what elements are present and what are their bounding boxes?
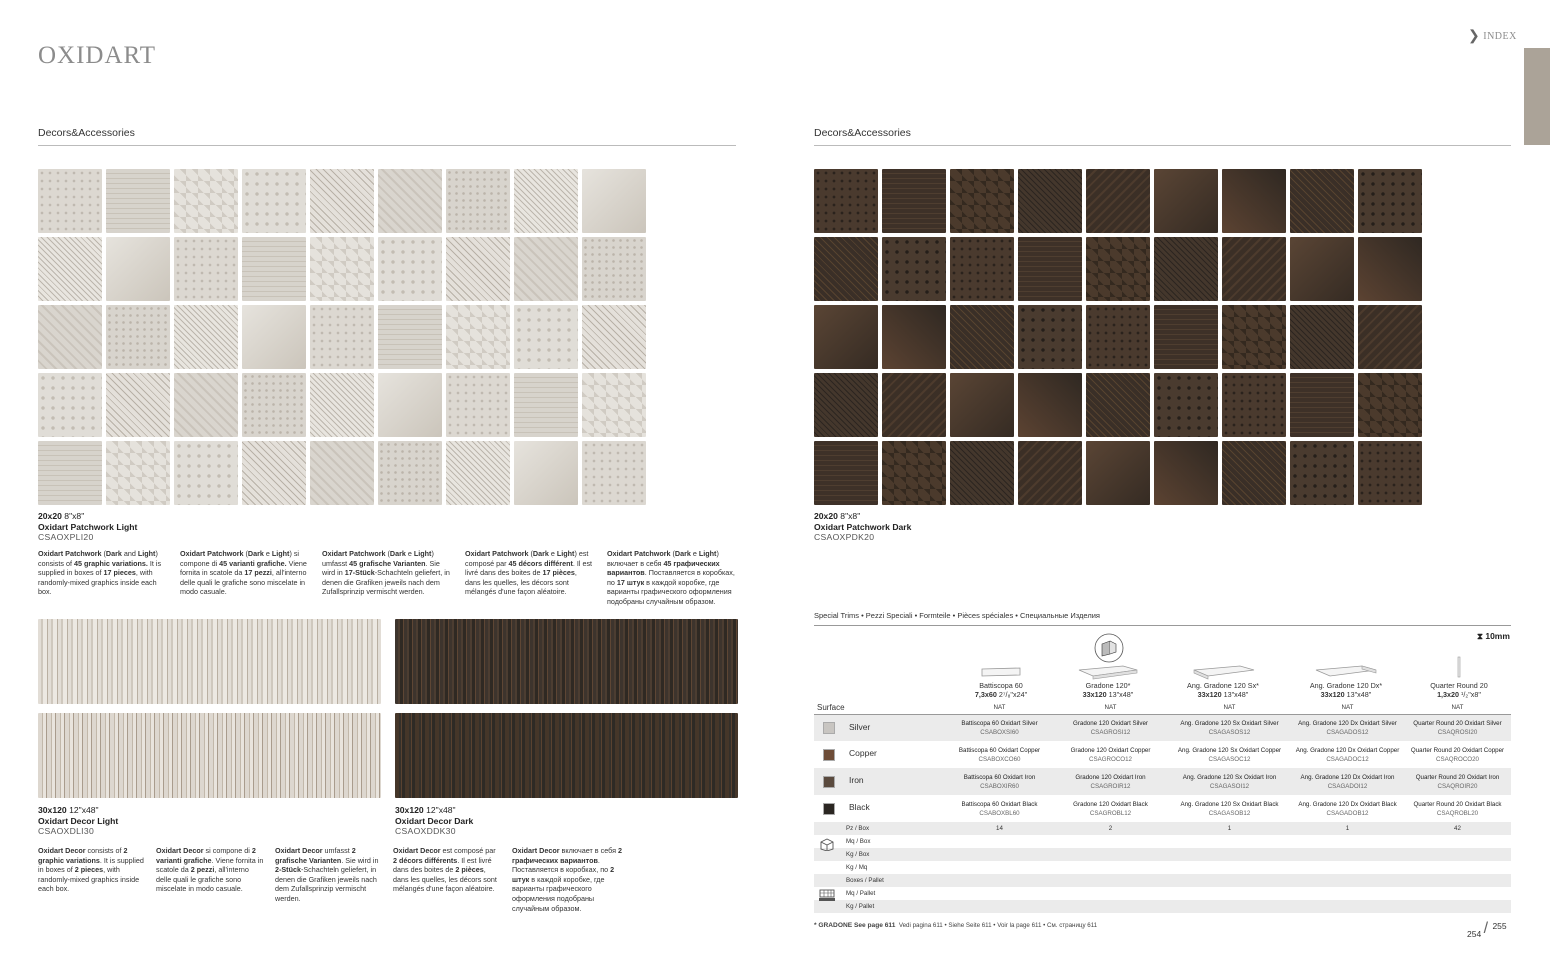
trim-product-cell: Battiscopa 60 Oxidart Copper CSABOXCO60 <box>958 746 1041 763</box>
patchwork-dark-tile <box>882 373 946 437</box>
color-row-label <box>814 741 946 768</box>
patchwork-dark-tile <box>1358 169 1422 233</box>
patchwork-dark-tile <box>1018 305 1082 369</box>
page-right: 255 <box>1492 921 1507 931</box>
packing-value: 2 <box>1108 825 1113 832</box>
packing-value <box>1291 835 1404 848</box>
patchwork-light-tile <box>446 169 510 233</box>
packing-value <box>946 861 1053 874</box>
left-section-rule <box>38 145 736 146</box>
trim-product-cell: Ang. Gradone 120 Sx Oxidart Copper CSAGASOC12 <box>1177 746 1282 763</box>
decor-desc-en: Oxidart Decor consists of 2 graphic variations. It is supplied in boxes of 2 pieces, with randomly-mixed graphics inside each box. <box>38 846 144 894</box>
patchwork-light-tile <box>378 373 442 437</box>
packing-value <box>1168 900 1291 913</box>
box-icon <box>819 838 835 851</box>
patchwork-dark-tile <box>882 169 946 233</box>
patchwork-dark-tile <box>1358 373 1422 437</box>
color-name: Copper <box>849 748 877 759</box>
trim-product-cell: Ang. Gradone 120 Dx Oxidart Silver CSAGADOS12 <box>1298 719 1397 736</box>
patchwork-light-tile <box>446 373 510 437</box>
patchwork-dark-tile <box>1154 237 1218 301</box>
patchwork-light-tile <box>582 169 646 233</box>
left-section-title: Decors&Accessories <box>38 127 135 139</box>
patchwork-dark-name: Oxidart Patchwork Dark <box>814 521 912 532</box>
ang-gradone-sx-drawing <box>1192 664 1256 680</box>
patchwork-light-tile <box>514 237 578 301</box>
patchwork-dark-tile <box>950 305 1014 369</box>
patchwork-light-tile <box>446 441 510 505</box>
patchwork-dark-tile <box>1154 441 1218 505</box>
surface-value: NAT <box>1341 704 1354 712</box>
right-section-rule <box>814 145 1511 146</box>
color-swatch <box>823 776 835 788</box>
surface-label: Surface <box>817 703 845 713</box>
packing-value <box>1053 887 1168 900</box>
packing-value <box>1053 848 1168 861</box>
packing-value <box>1291 900 1404 913</box>
packing-value <box>946 887 1053 900</box>
patchwork-dark-tile <box>1358 237 1422 301</box>
page-left: 254 <box>1467 929 1482 939</box>
trim-name: Ang. Gradone 120 Dx* <box>1309 681 1383 690</box>
packing-value <box>1291 874 1404 887</box>
trim-product-cell: Ang. Gradone 120 Dx Oxidart Iron CSAGADOI12 <box>1300 773 1395 790</box>
patchwork-dark-tile <box>1018 237 1082 301</box>
patchwork-light-tile <box>378 237 442 301</box>
patchwork-dark-tile <box>950 441 1014 505</box>
decor-light-caption <box>38 805 118 837</box>
trims-heading: Special Trims • Pezzi Speciali • Formteile • Pièces spéciales • Специальные Изделия <box>814 611 1100 620</box>
trim-product-cell: Quarter Round 20 Oxidart Silver CSAQROSI20 <box>1413 719 1502 736</box>
patchwork-dark-tile <box>814 373 878 437</box>
patchwork-light-tile <box>174 305 238 369</box>
color-swatch <box>823 803 835 815</box>
patchwork-dark-size: 20x20 8"x8" <box>814 511 861 521</box>
patchwork-dark-tile <box>950 237 1014 301</box>
trims-rule <box>814 625 1511 626</box>
decor-dark-size: 30x120 12"x48" <box>395 805 456 815</box>
trims-table <box>814 702 1511 913</box>
patchwork-dark-tile <box>1154 373 1218 437</box>
trim-product-cell: Gradone 120 Oxidart Black CSAGROBL12 <box>1073 800 1148 817</box>
gradone-detail-icon <box>1093 632 1125 664</box>
surface-value: NAT <box>993 704 1006 712</box>
patchwork-dark-tile <box>1290 305 1354 369</box>
color-row-label <box>814 768 946 795</box>
patchwork-dark-tile <box>1154 305 1218 369</box>
packing-value <box>1168 874 1291 887</box>
decor-desc-ru: Oxidart Decor включает в себя 2 графических вариантов. Поставляется в коробках, по 2 штук в каждой коробке, где варианты графического оформления подобраны случайным образом. <box>512 846 622 913</box>
patchwork-dark-tile <box>814 305 878 369</box>
patchwork-dark-tile <box>1222 169 1286 233</box>
packing-label: Boxes / Pallet <box>846 877 884 884</box>
patchwork-light-tile <box>310 441 374 505</box>
packing-value: 1 <box>1345 825 1350 832</box>
battiscopa-drawing <box>980 666 1022 678</box>
patchwork-dark-tile <box>950 373 1014 437</box>
thickness-icon: ⧗ <box>1477 631 1483 641</box>
trim-column-header <box>1053 682 1163 700</box>
patchwork-dark-tile <box>1222 373 1286 437</box>
decor-light-name: Oxidart Decor Light <box>38 815 119 826</box>
patchwork-light-tile <box>242 373 306 437</box>
trim-product-cell: Ang. Gradone 120 Dx Oxidart Copper CSAGADOC12 <box>1295 746 1400 763</box>
patchwork-light-tile <box>38 169 102 233</box>
thickness-indicator: ⧗ 10mm <box>1477 631 1510 641</box>
patchwork-light-tile <box>446 305 510 369</box>
patchwork-light-tile <box>106 373 170 437</box>
trim-dimension: 33x120 13"x48" <box>1197 689 1249 699</box>
decor-light-strip-1 <box>38 619 381 704</box>
packing-label: Mq / Pallet <box>846 890 876 897</box>
patchwork-light-tile <box>174 169 238 233</box>
patchwork-light-tile <box>514 305 578 369</box>
patchwork-light-name: Oxidart Patchwork Light <box>38 521 138 532</box>
surface-value: NAT <box>1223 704 1236 712</box>
patchwork-light-tile <box>582 373 646 437</box>
patchwork-dark-tile <box>1222 305 1286 369</box>
packing-value <box>1404 848 1511 861</box>
packing-value <box>1404 874 1511 887</box>
patchwork-light-tile <box>38 441 102 505</box>
color-name: Silver <box>849 721 871 732</box>
patchwork-light-size: 20x20 8"x8" <box>38 511 85 521</box>
patchwork-dark-tile <box>1222 237 1286 301</box>
packing-value <box>1053 874 1168 887</box>
patchwork-light-tile <box>582 305 646 369</box>
patchwork-dark-tile <box>1358 305 1422 369</box>
packing-value <box>946 835 1053 848</box>
packing-value <box>1168 861 1291 874</box>
decor-desc-de: Oxidart Decor umfasst 2 grafische Varianten. Sie wird in 2-Stück-Schachteln geliefert, in denen die Grafiken jeweils nach dem Zufallsprinzip vermischt werden. <box>275 846 379 903</box>
patchwork-light-tile <box>106 441 170 505</box>
trim-column-header <box>1404 682 1514 700</box>
packing-value: 42 <box>1454 825 1461 832</box>
patchwork-light-tile <box>514 373 578 437</box>
patchwork-dark-tile <box>1290 237 1354 301</box>
patchwork-light-tile <box>106 305 170 369</box>
surface-value: NAT <box>1104 704 1117 712</box>
packing-value <box>1291 887 1404 900</box>
trim-product-cell: Ang. Gradone 120 Sx Oxidart Black CSAGASOB12 <box>1180 800 1279 817</box>
patchwork-dark-tile <box>1018 169 1082 233</box>
patchwork-dark-tile <box>1290 169 1354 233</box>
patchwork-desc-ru: Oxidart Patchwork (Dark e Light) включает в себя 45 графических вариантов. Поставляется в коробках, по 17 штук в каждой коробке, где варианты графического оформления подобраны случайным образом. <box>607 549 735 606</box>
patchwork-light-caption <box>38 511 137 543</box>
color-name: Iron <box>849 775 864 786</box>
patchwork-light-tile <box>106 237 170 301</box>
patchwork-light-tile <box>242 441 306 505</box>
packing-value: 1 <box>1227 825 1232 832</box>
decor-dark-caption <box>395 805 473 837</box>
patchwork-light-tile <box>174 237 238 301</box>
brand-title: OXIDART <box>38 42 156 69</box>
patchwork-light-tile <box>378 305 442 369</box>
trim-name: Gradone 120* <box>1085 681 1131 690</box>
decor-light-strip-2 <box>38 713 381 798</box>
packing-value <box>946 848 1053 861</box>
trim-product-cell: Quarter Round 20 Oxidart Copper CSAQROCO20 <box>1410 746 1505 763</box>
patchwork-dark-tile <box>1086 237 1150 301</box>
patchwork-dark-tile <box>1154 169 1218 233</box>
packing-value <box>1404 900 1511 913</box>
quarter-round-drawing <box>1456 656 1462 678</box>
trim-product-cell: Battiscopa 60 Oxidart Black CSABOXBL60 <box>961 800 1038 817</box>
color-swatch <box>823 722 835 734</box>
patchwork-light-tile <box>310 169 374 233</box>
patchwork-dark-tile <box>1086 305 1150 369</box>
packing-value <box>1168 848 1291 861</box>
patchwork-dark-code: CSAOXPDK20 <box>814 532 875 543</box>
pallet-icon <box>818 888 836 902</box>
patchwork-light-tile <box>514 169 578 233</box>
color-row-label <box>814 714 946 741</box>
decor-desc-fr: Oxidart Decor est composé par 2 décors différents. Il est livré dans des boites de 2 pièces, dans les quelles, les décors sont mélangés d'une façon aléatoire. <box>393 846 497 894</box>
patchwork-desc-it: Oxidart Patchwork (Dark e Light) si compone di 45 varianti grafiche. Viene fornita in scatole da 17 pezzi, all'interno delle quali le grafiche sono miscelate in modo casuale. <box>180 549 307 597</box>
patchwork-light-tile <box>174 373 238 437</box>
trim-name: Battiscopa 60 <box>979 681 1023 690</box>
patchwork-dark-tile <box>1222 441 1286 505</box>
packing-label: Kg / Pallet <box>846 903 875 910</box>
patchwork-dark-tile <box>950 169 1014 233</box>
packing-value <box>1053 861 1168 874</box>
packing-value <box>946 874 1053 887</box>
patchwork-light-code: CSAOXPLI20 <box>38 532 94 543</box>
patchwork-dark-tile <box>882 305 946 369</box>
page-numbers: 254 / 255 <box>1467 920 1507 939</box>
trim-dimension: 33x120 13"x48" <box>1320 689 1372 699</box>
patchwork-light-tile <box>582 441 646 505</box>
decor-dark-strip-1 <box>395 619 738 704</box>
color-name: Black <box>849 802 870 813</box>
patchwork-dark-tile <box>814 237 878 301</box>
trim-column-header <box>946 682 1056 700</box>
patchwork-light-tile <box>242 305 306 369</box>
surface-value: NAT <box>1451 704 1464 712</box>
trim-product-cell: Ang. Gradone 120 Sx Oxidart Iron CSAGASOI12 <box>1182 773 1277 790</box>
patchwork-dark-tile <box>1018 441 1082 505</box>
packing-value <box>1053 900 1168 913</box>
packing-label: Mq / Box <box>846 838 871 845</box>
packing-label: Kg / Box <box>846 851 870 858</box>
patchwork-dark-caption <box>814 511 911 543</box>
trim-dimension: 1,3x20 ¹/₂"x8" <box>1437 689 1481 699</box>
patchwork-dark-tile <box>1086 441 1150 505</box>
patchwork-dark-tile <box>814 169 878 233</box>
packing-value <box>1291 861 1404 874</box>
trim-column-header <box>1168 682 1278 700</box>
patchwork-light-tile <box>310 373 374 437</box>
patchwork-light-tile <box>38 373 102 437</box>
decor-dark-strip-2 <box>395 713 738 798</box>
patchwork-light-tile <box>310 237 374 301</box>
decor-light-size: 30x120 12"x48" <box>38 805 99 815</box>
trim-product-cell: Gradone 120 Oxidart Silver CSAGROSI12 <box>1073 719 1148 736</box>
decor-dark-code: CSAOXDDK30 <box>395 826 456 837</box>
packing-value <box>1168 835 1291 848</box>
trim-product-cell: Quarter Round 20 Oxidart Iron CSAQROIR20 <box>1415 773 1500 790</box>
patchwork-light-tile <box>378 441 442 505</box>
packing-value <box>946 900 1053 913</box>
trim-product-cell: Battiscopa 60 Oxidart Silver CSABOXSI60 <box>961 719 1038 736</box>
chapter-tab[interactable] <box>1524 48 1550 145</box>
patchwork-dark-tile <box>1358 441 1422 505</box>
trim-column-header <box>1291 682 1401 700</box>
patchwork-dark-tile <box>1086 169 1150 233</box>
packing-value <box>1404 861 1511 874</box>
packing-value <box>1291 848 1404 861</box>
patchwork-light-tile <box>106 169 170 233</box>
trim-product-cell: Gradone 120 Oxidart Iron CSAGROIR12 <box>1075 773 1146 790</box>
patchwork-dark-tile <box>882 441 946 505</box>
packing-value <box>1053 835 1168 848</box>
trim-product-cell: Ang. Gradone 120 Sx Oxidart Silver CSAGASOS12 <box>1180 719 1279 736</box>
patchwork-dark-tile <box>1086 373 1150 437</box>
patchwork-dark-tile <box>1290 441 1354 505</box>
patchwork-light-tile <box>38 237 102 301</box>
footnote: * GRADONE See page 611 Vedi pagina 611 • Siehe Seite 611 • Voir la page 611 • См. страницу 611 <box>814 922 1098 929</box>
packing-value: 14 <box>996 825 1003 832</box>
patchwork-desc-fr: Oxidart Patchwork (Dark e Light) est composé par 45 décors différent. Il est livré dans des boites de 17 pièces, dans les quelles, les décors sont mélangés d'une façon aléatoire. <box>465 549 593 597</box>
patchwork-desc-en: Oxidart Patchwork (Dark and Light) consists of 45 graphic variations. It is supplied in boxes of 17 pieces, with randomly-mixed graphics inside each box. <box>38 549 162 597</box>
trim-product-cell: Gradone 120 Oxidart Copper CSAGROCO12 <box>1070 746 1151 763</box>
decor-light-code: CSAOXDLI30 <box>38 826 95 837</box>
packing-value <box>1404 887 1511 900</box>
packing-value <box>1404 835 1511 848</box>
patchwork-dark-tile <box>1018 373 1082 437</box>
patchwork-light-tile <box>242 237 306 301</box>
trim-product-cell: Ang. Gradone 120 Dx Oxidart Black CSAGADOB12 <box>1298 800 1397 817</box>
patchwork-light-tile <box>582 237 646 301</box>
index-link[interactable] <box>1468 28 1517 45</box>
decor-dark-name: Oxidart Decor Dark <box>395 815 474 826</box>
patchwork-light-tile <box>514 441 578 505</box>
ang-gradone-dx-drawing <box>1314 664 1378 680</box>
patchwork-light-grid <box>38 169 646 505</box>
patchwork-desc-de: Oxidart Patchwork (Dark e Light) umfasst 45 grafische Varianten. Sie wird in 17-Stück-Schachteln geliefert, in denen die Grafiken jeweils nach dem Zufallsprinzip vermischt werden. <box>322 549 450 597</box>
trim-name: Quarter Round 20 <box>1430 681 1488 690</box>
trim-product-cell: Quarter Round 20 Oxidart Black CSAQROBL20 <box>1413 800 1502 817</box>
patchwork-dark-tile <box>882 237 946 301</box>
patchwork-dark-grid <box>814 169 1422 505</box>
trim-dimension: 7,3x60 2⁷/₈"x24" <box>974 689 1028 699</box>
decor-desc-it: Oxidart Decor si compone di 2 varianti grafiche. Viene fornita in scatole da 2 pezzi, all'interno delle quali le grafiche sono miscelate in modo casuale. <box>156 846 264 894</box>
patchwork-light-tile <box>242 169 306 233</box>
color-swatch <box>823 749 835 761</box>
patchwork-dark-tile <box>814 441 878 505</box>
patchwork-light-tile <box>378 169 442 233</box>
trim-product-cell: Battiscopa 60 Oxidart Iron CSABOXIR60 <box>963 773 1036 790</box>
index-arrow-icon: ❯ <box>1468 29 1481 44</box>
packing-label: Kg / Mq <box>846 864 868 871</box>
patchwork-dark-tile <box>1290 373 1354 437</box>
patchwork-light-tile <box>174 441 238 505</box>
patchwork-light-tile <box>38 305 102 369</box>
right-section-title: Decors&Accessories <box>814 127 911 139</box>
color-row-label <box>814 795 946 822</box>
trim-dimension: 33x120 13"x48" <box>1082 689 1134 699</box>
patchwork-light-tile <box>446 237 510 301</box>
packing-value <box>1168 887 1291 900</box>
patchwork-light-tile <box>310 305 374 369</box>
gradone-drawing <box>1077 664 1139 680</box>
packing-label: Pz / Box <box>846 825 870 832</box>
trim-name: Ang. Gradone 120 Sx* <box>1187 681 1259 690</box>
index-label: INDEX <box>1483 31 1517 42</box>
